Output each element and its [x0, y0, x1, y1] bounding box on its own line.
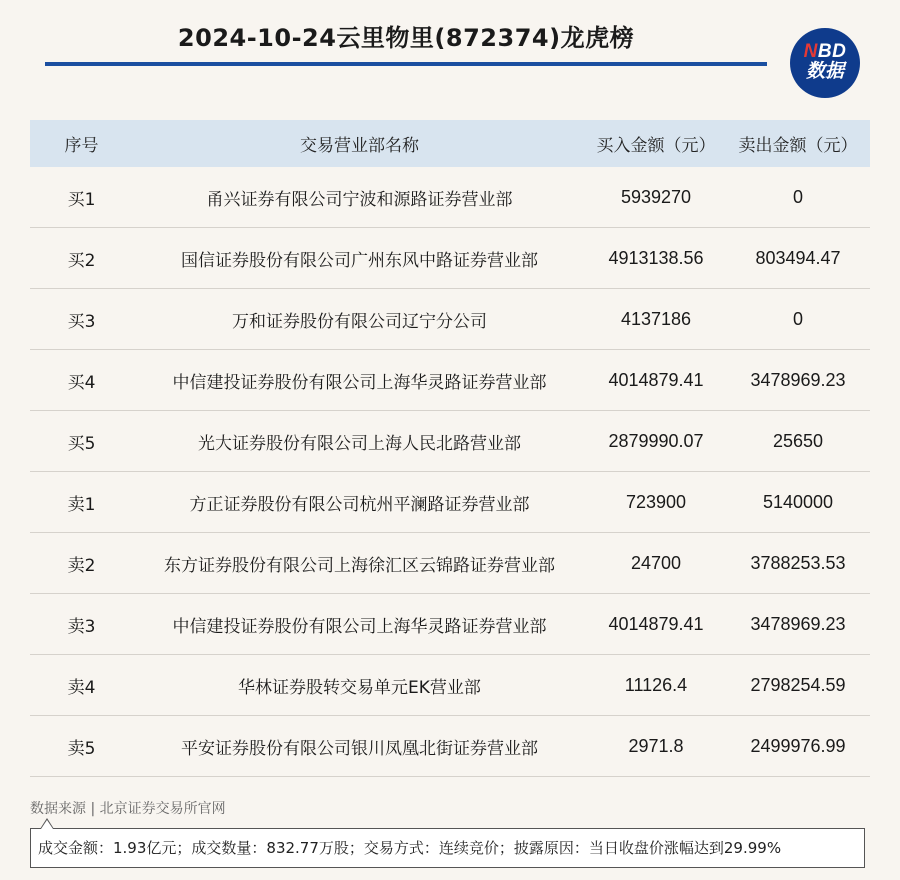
cell-buy-amount: 723900 [586, 472, 726, 533]
cell-buy-amount: 4913138.56 [586, 228, 726, 289]
column-header-sell: 卖出金额（元） [726, 120, 870, 167]
cell-buy-amount: 2879990.07 [586, 411, 726, 472]
cell-buy-amount: 2971.8 [586, 716, 726, 777]
title-underline [45, 62, 767, 66]
table-row [30, 472, 870, 533]
nbd-logo [790, 28, 860, 98]
column-header-rank: 序号 [30, 120, 133, 167]
logo-data: 数据 [805, 61, 844, 82]
cell-sell-amount: 3478969.23 [726, 350, 870, 411]
cell-buy-amount: 4014879.41 [586, 594, 726, 655]
cell-sell-amount: 2499976.99 [726, 716, 870, 777]
cell-sell-amount: 2798254.59 [726, 655, 870, 716]
cell-broker: 中信建投证券股份有限公司上海华灵路证券营业部 [133, 350, 586, 411]
cell-buy-amount: 4137186 [586, 289, 726, 350]
cell-broker: 甬兴证券有限公司宁波和源路证券营业部 [133, 167, 586, 228]
cell-sell-amount: 0 [726, 289, 870, 350]
logo-n: N [803, 41, 818, 62]
cell-broker: 方正证券股份有限公司杭州平澜路证券营业部 [133, 472, 586, 533]
table-row [30, 594, 870, 655]
cell-sell-amount: 803494.47 [726, 228, 870, 289]
cell-rank: 卖2 [30, 533, 133, 594]
cell-broker: 东方证券股份有限公司上海徐汇区云锦路证券营业部 [133, 533, 586, 594]
cell-buy-amount: 24700 [586, 533, 726, 594]
cell-broker: 国信证券股份有限公司广州东风中路证券营业部 [133, 228, 586, 289]
cell-broker: 光大证券股份有限公司上海人民北路营业部 [133, 411, 586, 472]
cell-buy-amount: 11126.4 [586, 655, 726, 716]
cell-rank: 卖3 [30, 594, 133, 655]
data-source: 数据来源 | 北京证券交易所官网 [30, 801, 226, 817]
cell-rank: 买3 [30, 289, 133, 350]
cell-rank: 卖4 [30, 655, 133, 716]
cell-rank: 买2 [30, 228, 133, 289]
table-row [30, 350, 870, 411]
table-row [30, 533, 870, 594]
cell-rank: 卖5 [30, 716, 133, 777]
table-row [30, 655, 870, 716]
cell-broker: 万和证券股份有限公司辽宁分公司 [133, 289, 586, 350]
cell-sell-amount: 3478969.23 [726, 594, 870, 655]
cell-sell-amount: 0 [726, 167, 870, 228]
column-header-broker: 交易营业部名称 [133, 120, 586, 167]
table-header-row [30, 120, 870, 167]
cell-sell-amount: 25650 [726, 411, 870, 472]
cell-rank: 买4 [30, 350, 133, 411]
table-row [30, 716, 870, 777]
trade-summary-note: 成交金额：1.93亿元；成交数量：832.77万股；交易方式：连续竞价；披露原因：当日收盘价涨幅达到29.99% [30, 828, 865, 868]
page-title: 2024-10-24云里物里(872374)龙虎榜 [177, 24, 635, 52]
cell-rank: 买5 [30, 411, 133, 472]
cell-broker: 平安证券股份有限公司银川凤凰北街证券营业部 [133, 716, 586, 777]
cell-broker: 华林证券股转交易单元EK营业部 [133, 655, 586, 716]
cell-sell-amount: 3788253.53 [726, 533, 870, 594]
cell-rank: 卖1 [30, 472, 133, 533]
table-row [30, 411, 870, 472]
cell-buy-amount: 5939270 [586, 167, 726, 228]
cell-sell-amount: 5140000 [726, 472, 870, 533]
logo-bd: BD [817, 41, 847, 62]
table-row [30, 167, 870, 228]
column-header-buy: 买入金额（元） [586, 120, 726, 167]
cell-buy-amount: 4014879.41 [586, 350, 726, 411]
table-row [30, 228, 870, 289]
dragon-tiger-table [30, 120, 870, 777]
cell-rank: 买1 [30, 167, 133, 228]
table-row [30, 289, 870, 350]
cell-broker: 中信建投证券股份有限公司上海华灵路证券营业部 [133, 594, 586, 655]
